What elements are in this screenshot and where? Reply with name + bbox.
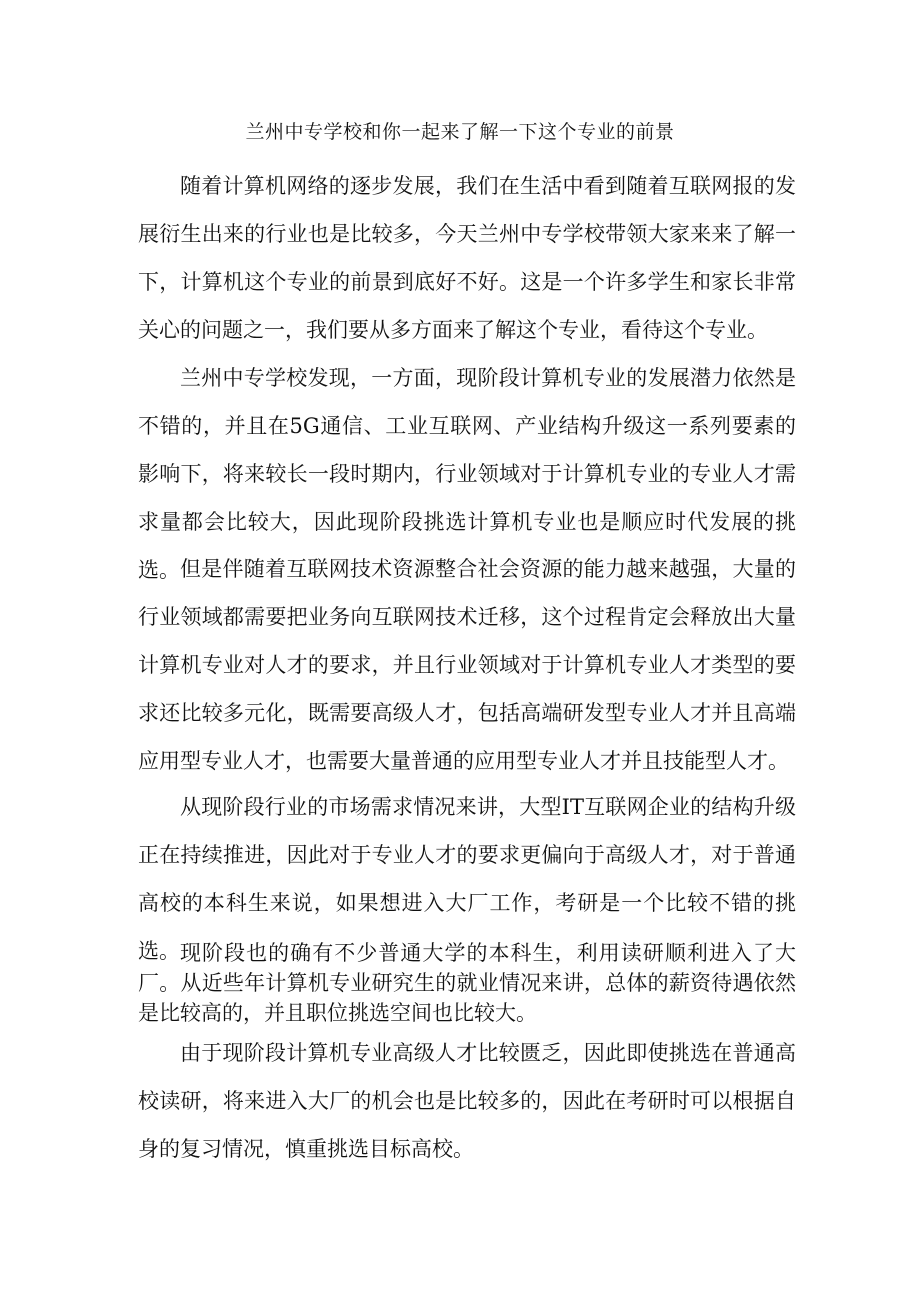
paragraph-6: 由于现阶段计算机专业高级人才比较匮乏，因此即使挑选在普通高校读研，将来进入大厂的机会也是比较多的，因此在考研时可以根据自身的复习情况，慎重挑选目标高校。: [138, 1041, 796, 1161]
document-title: 兰州中专学校和你一起来了解一下这个专业的前景: [245, 121, 675, 143]
paragraph-1: 随着计算机网络的逐步发展，我们在生活中看到随着互联网报的发展衍生出来的行业也是比较多，今天兰州中专学校带领大家来来了解一下，计算机这个专业的前景到底好不好。这是一个许多学生和家长非常关心的问题之一，我们要从多方面来了解这个专业，看待这个专业。: [138, 174, 796, 342]
paragraph-5: 现阶段也的确有不少普通大学的本科生，利用读研顺利进入了大厂。从近些年计算机专业研究生的就业情况来讲，总体的薪资待遇依然是比较高的，并且职位挑选空间也比较大。: [138, 941, 796, 1025]
paragraph-2: 兰州中专学校发现，一方面，现阶段计算机专业的发展潜力依然是不错的，并且在5G通信、工业互联网、产业结构升级这一系列要素的影响下，将来较长一段时期内，行业领域对于计算机专业的专业人才需求量都会比较大，因此现阶段挑选计算机专业也是顺应时代发展的挑选。: [138, 366, 796, 582]
paragraph-3: 但是伴随着互联网技术资源整合社会资源的能力越来越强，大量的行业领域都需要把业务向互联网技术迁移，这个过程肯定会释放出大量计算机专业对人才的要求，并且行业领域对于计算机专业人才类型的要求还比较多元化，既需要高级人才，包括高端研发型专业人才并且高端应用型专业人才，也需要大量普通的应用型专业人才并且技能型人才。: [138, 557, 796, 773]
paragraph-4: 从现阶段行业的市场需求情况来讲，大型IT互联网企业的结构升级正在持续推进，因此对于专业人才的要求更偏向于高级人才，对于普通高校的本科生来说，如果想进入大厂工作，考研是一个比较不错的挑选。: [138, 795, 796, 963]
